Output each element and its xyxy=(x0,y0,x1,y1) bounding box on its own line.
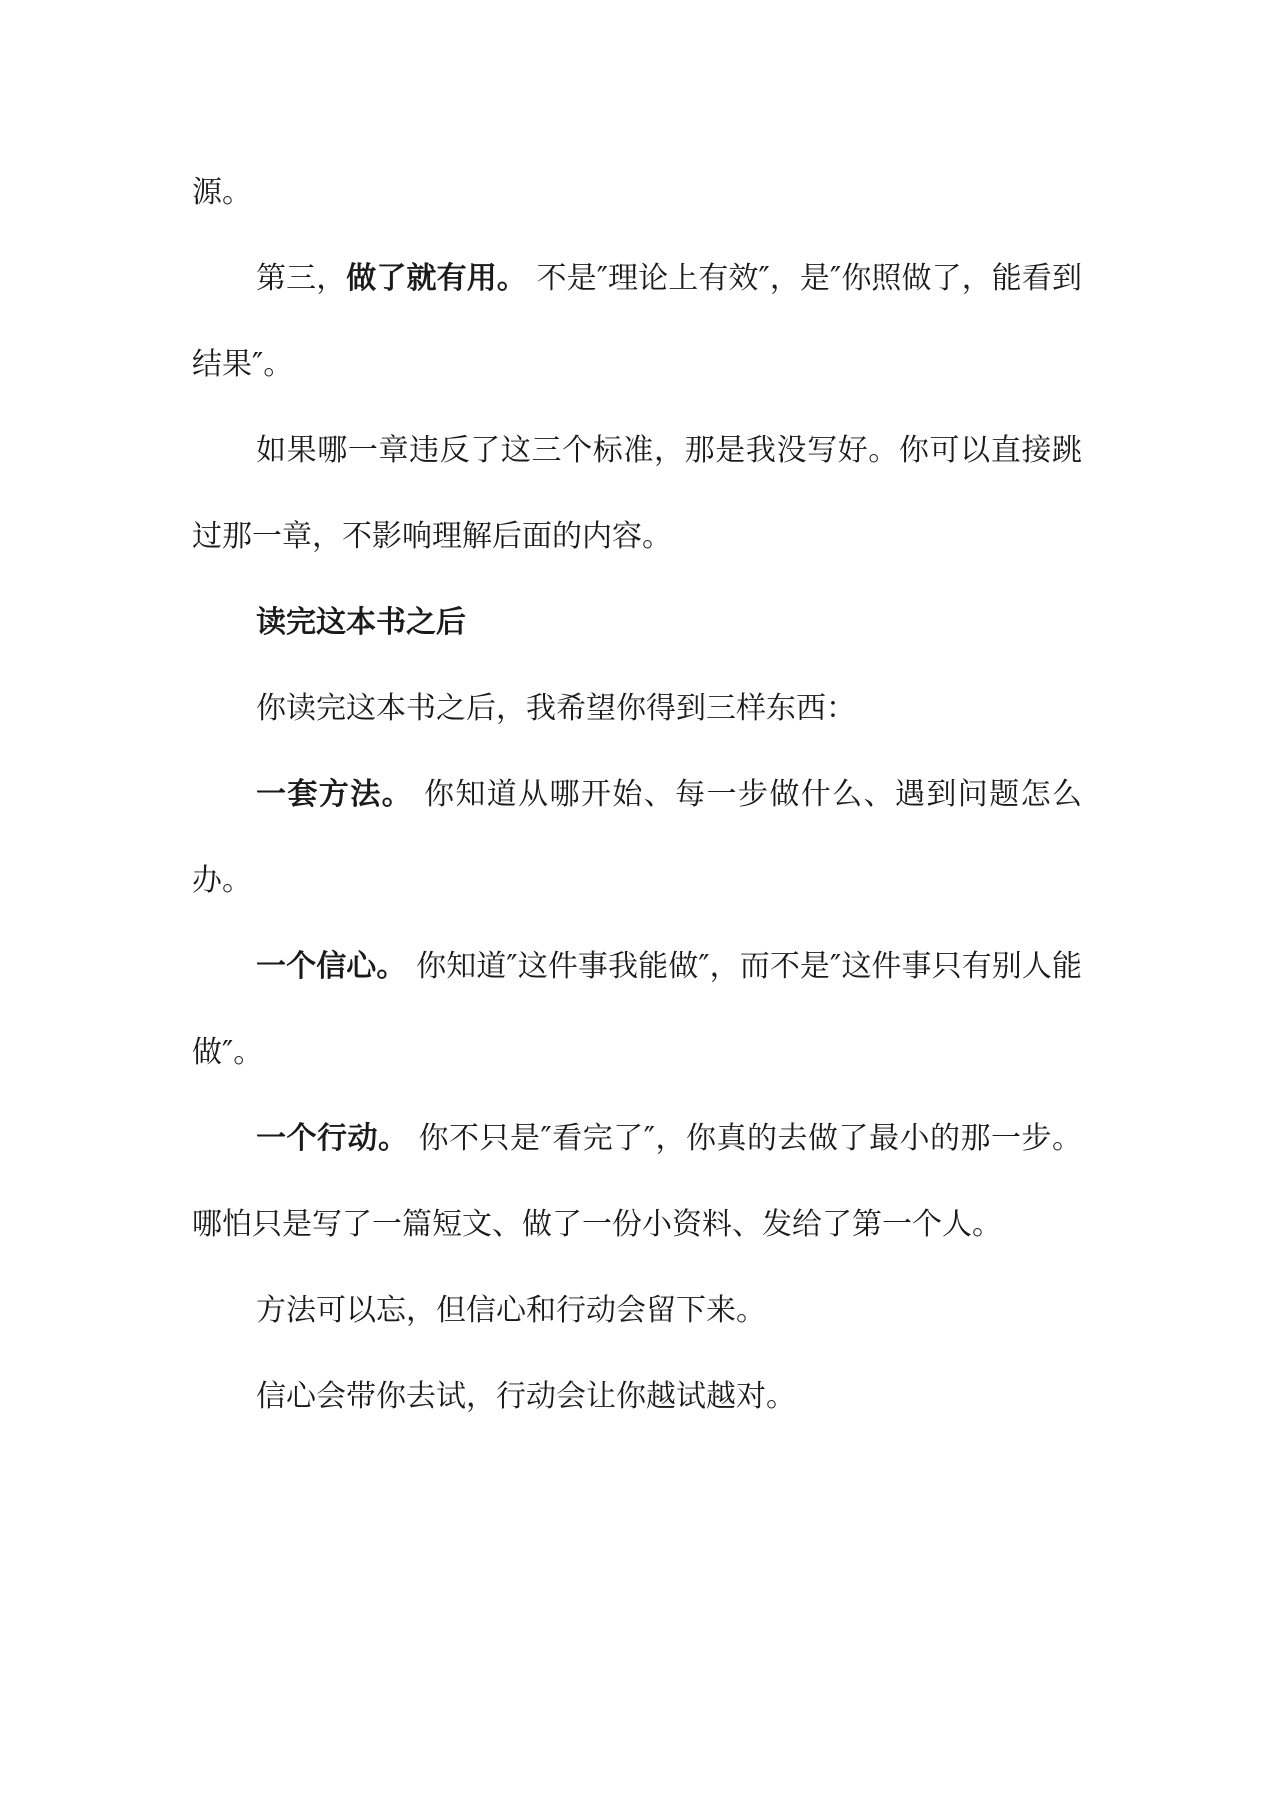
body-text xyxy=(192,150,1082,1440)
paragraph-text: 你读完这本书之后，我希望你得到三样东西： xyxy=(256,691,856,726)
paragraph-method xyxy=(192,752,1082,924)
paragraph-action xyxy=(192,1096,1082,1268)
paragraph-text: 方法可以忘，但信心和行动会留下来。 xyxy=(256,1293,766,1328)
paragraph-continuation xyxy=(192,150,1082,236)
paragraph-criterion-three xyxy=(192,236,1082,408)
paragraph-closing-two xyxy=(192,1354,1082,1440)
paragraph-intro xyxy=(192,666,1082,752)
section-heading-text: 读完这本书之后 xyxy=(256,605,466,640)
paragraph-text: 如果哪一章违反了这三个标准，那是我没写好。你可以直接跳过那一章，不影响理解后面的内容。 xyxy=(192,433,1082,554)
paragraph-text: 你不只是″看完了″，你真的去做了最小的那一步。哪怕只是写了一篇短文、做了一份小资料、发给了第一个人。 xyxy=(192,1121,1083,1242)
paragraph-lead: 一个信心。 xyxy=(256,949,407,984)
section-heading xyxy=(192,580,1082,666)
paragraph-text: 不是″理论上有效″，是″你照做了，能看到结果″。 xyxy=(192,261,1083,382)
paragraph-text: 信心会带你去试，行动会让你越试越对。 xyxy=(256,1379,796,1414)
paragraph-text: 你知道从哪开始、每一步做什么、遇到问题怎么办。 xyxy=(192,777,1082,898)
paragraph-prefix: 第三， xyxy=(256,261,347,296)
paragraph-text: 你知道″这件事我能做″，而不是″这件事只有别人能做″。 xyxy=(192,949,1083,1070)
paragraph-closing-one xyxy=(192,1268,1082,1354)
paragraph-skip-note xyxy=(192,408,1082,580)
paragraph-text: 源。 xyxy=(192,175,252,210)
paragraph-lead: 做了就有用。 xyxy=(346,261,527,296)
paragraph-confidence xyxy=(192,924,1082,1096)
paragraph-lead: 一套方法。 xyxy=(256,777,414,812)
paragraph-lead: 一个行动。 xyxy=(256,1121,409,1156)
